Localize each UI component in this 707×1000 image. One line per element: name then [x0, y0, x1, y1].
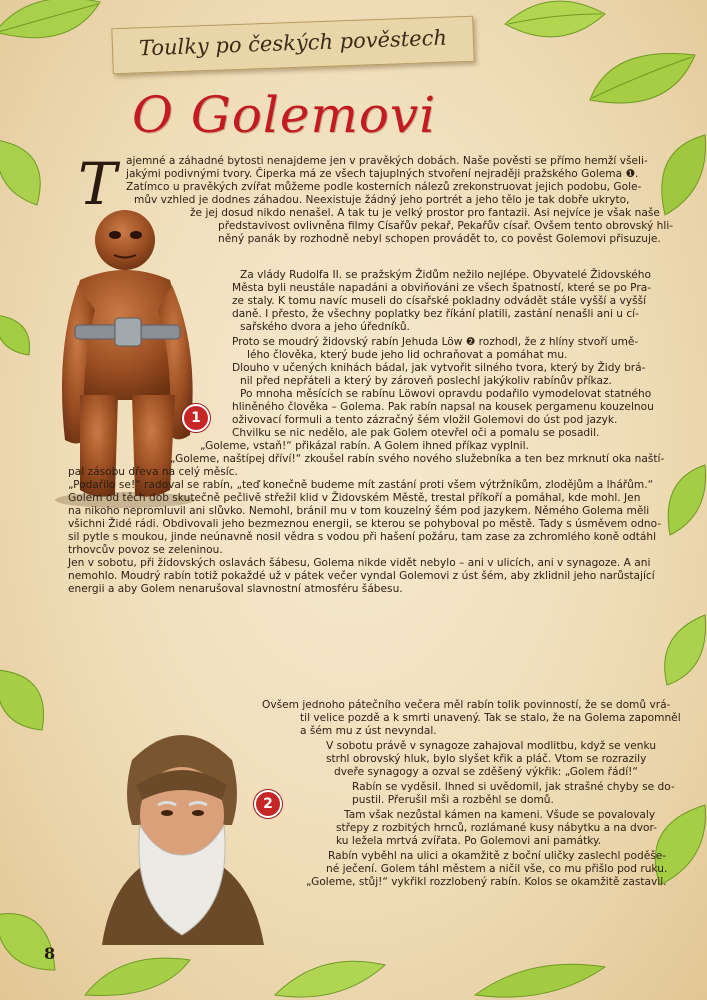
- text-line: střepy z rozbitých hrnců, rozlámané kusy nábytku a na dvor-: [336, 822, 657, 834]
- leaf-icon: [470, 955, 610, 1000]
- leaf-icon: [660, 460, 707, 540]
- text-line: V sobotu právě v synagoze zahajoval modlitbu, když se venku: [326, 740, 657, 752]
- text-line: Ovšem jednoho pátečního večera měl rabín tolik povinností, že se domů vrá-: [262, 699, 671, 711]
- drop-cap: T: [78, 150, 117, 218]
- text-line: energii a aby Golem nenarušoval slavnostní atmosféru šábesu.: [68, 583, 403, 595]
- text-line: trhovcův povoz se zeleninou.: [68, 544, 223, 556]
- text-line: Chvilku se nic nedělo, ale pak Golem otevřel oči a pomalu se posadil.: [232, 427, 600, 439]
- text-line: ajemné a záhadné bytosti nenajdeme jen v pravěkých dobách. Naše pověsti se přímo hemží všeli-: [126, 155, 648, 167]
- text-line: dveře synagogy a ozval se zděšený výkřik: „Golem řádí!“: [334, 766, 638, 778]
- text-line: něný panák by rozhodně nebyl schopen provádět to, co pověst Golemovi přisuzuje.: [218, 233, 661, 245]
- leaf-icon: [580, 40, 700, 120]
- text-line: oživovací formuli a tento zázračný šém vložil Golemovi do úst pod jazyk.: [232, 414, 618, 426]
- article-title: O Golemovi: [132, 86, 437, 144]
- text-line: strhl obrovský hluk, bylo slyšet křik a pláč. Vtom se rozrazily: [326, 753, 647, 765]
- text-line: Rabín vyběhl na ulici a okamžitě z boční uličky zaslechl poděše-: [328, 850, 667, 862]
- text-line: představivost ovlivněna filmy Císařův pekař, Pekařův císař. Ovšem tento obrovský hli-: [218, 220, 674, 232]
- text-line: ku ležela mrtvá zvířata. Po Golemovi ani památky.: [336, 835, 602, 847]
- leaf-icon: [0, 310, 34, 360]
- text-line: na nikoho nepromluvil ani slůvko. Nemohl, bránil mu v tom kouzelný šém pod jazykem. Němého Golema měli: [68, 505, 650, 517]
- text-line: Po mnoha měsících se rabínu Löwovi opravdu podařilo vymodelovat statného: [240, 388, 652, 400]
- leaf-icon: [0, 130, 52, 210]
- text-line: pal zásobu dřeva na celý měsíc.: [68, 466, 238, 478]
- text-line: Tam však nezůstal kámen na kameni. Všude se povalovaly: [344, 809, 656, 821]
- leaf-icon: [270, 950, 390, 1000]
- banner-text: Toulky po českých pověstech: [138, 25, 448, 61]
- text-line: sařského dvora a jeho úředníků.: [240, 321, 410, 333]
- text-line: mův vzhled je dodnes záhadou. Neexistuje žádný jeho portrét a jeho tělo je tak dobře ukryto,: [134, 194, 630, 206]
- leaf-icon: [0, 900, 60, 980]
- text-line: lého člověka, který bude jeho lid ochraňovat a pomáhat mu.: [247, 349, 568, 361]
- text-line: ze staly. K tomu navíc museli do císařské pokladny odvádět stále vyšší a vyšší: [232, 295, 647, 307]
- text-line: Dlouho v učených knihách bádal, jak vytvořit silného tvora, který by Židy brá-: [232, 362, 646, 374]
- text-line: „Goleme, stůj!“ vykřikl rozzlobený rabín. Kolos se okamžitě zastavil.: [306, 876, 667, 888]
- text-line: že jej dosud nikdo nenašel. A tak tu je velký prostor pro fantazii. Asi nejvíce je však naše: [190, 207, 660, 219]
- text-line: sil pytle s moukou, jinde neúnavně nosil vědra s vodou při hašení požáru, tam zase za zchromlého koně odtáhl: [68, 531, 657, 543]
- leaf-icon: [655, 610, 707, 690]
- text-line: pustil. Přerušil mši a rozběhl se domů.: [352, 794, 554, 806]
- text-line: nil před nepřáteli a který by zároveň poslechl jakýkoliv rabínův příkaz.: [240, 375, 612, 387]
- leaf-icon: [0, 660, 52, 740]
- text-line: Golem od těch dob skutečně pečlivě střežil klid v Židovském Městě, trestal příkoří a pomáhal, kde mohl. Jen: [68, 492, 641, 504]
- leaf-icon: [80, 950, 200, 1000]
- text-line: „Podařilo se!“ radoval se rabín, „teď konečně budeme mít zastání proti všem výtržníkům, zlodějům a lhářům.“: [68, 479, 654, 491]
- text-line: Města byli neustále napadáni a obviňováni ze všech špatností, které se po Pra-: [232, 282, 652, 294]
- text-line: a šém mu z úst nevyndal.: [300, 725, 437, 737]
- text-line: daně. I přesto, že všechny poplatky bez říkání platili, zastání nenašli ani u cí-: [232, 308, 639, 320]
- text-line: Rabín se vyděsil. Ihned si uvědomil, jak strašné chyby se do-: [352, 781, 675, 793]
- text-line: hliněného člověka – Golema. Pak rabín napsal na kousek pergamenu kouzelnou: [232, 401, 654, 413]
- page-number: 8: [44, 944, 56, 963]
- text-line: „Goleme, naštípej dříví!“ zkoušel rabín svého nového služebníka a ten bez mrknutí oka naští-: [170, 453, 665, 465]
- leaf-icon: [0, 0, 110, 62]
- text-line: „Goleme, vstaň!“ přikázal rabín. A Golem ihned příkaz vyplnil.: [200, 440, 529, 452]
- rabbi-illustration: [92, 705, 272, 950]
- text-line: nemohlo. Moudrý rabín totiž pokaždé už v pátek večer vyndal Golemovi z úst šém, aby zklidnil jeho narůstající: [68, 570, 655, 582]
- text-line: Za vlády Rudolfa II. se pražským Židům nežilo nejlépe. Obyvatelé Židovského: [240, 269, 651, 281]
- text-line: všichni Židé rádi. Obdivovali jeho bezmeznou energii, se kterou se pohyboval po městě. Tady s úsměvem odno-: [68, 518, 662, 530]
- text-line: Jen v sobotu, při židovských oslavách šábesu, Golema nikde vidět nebylo – ani v ulicích, ani v synagoze. A ani: [68, 557, 651, 569]
- rabbi-badge: 2: [254, 790, 282, 818]
- text-line: Zatímco u pravěkých zvířat můžeme podle kosterních nálezů zrekonstruovat jejich podobu, Gole-: [126, 181, 642, 193]
- text-line: til velice pozdě a k smrti unavený. Tak se stalo, že na Golema zapomněl: [300, 712, 681, 724]
- text-line: né ječení. Golem táhl městem a ničil vše, co mu přišlo pod ruku.: [326, 863, 668, 875]
- text-line: Proto se moudrý židovský rabín Jehuda Löw ❷ rozhodl, že z hlíny stvoří umě-: [232, 336, 639, 348]
- text-line: jakými podivnými tvory. Čiperka má ze všech tajuplných stvoření nejraději pražského Golema ❶.: [126, 168, 639, 180]
- golem-badge: 1: [182, 404, 210, 432]
